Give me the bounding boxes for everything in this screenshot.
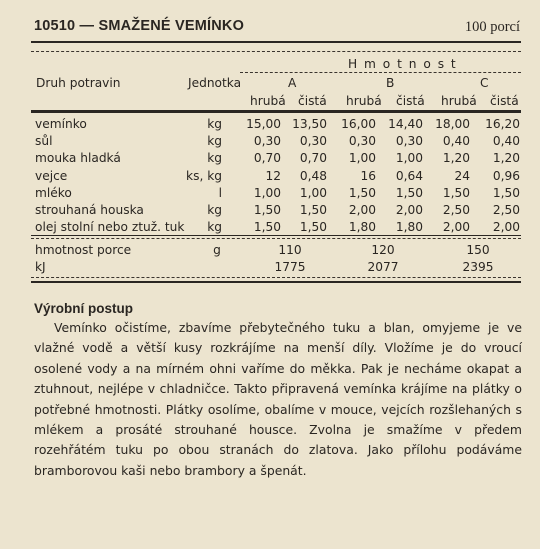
ingredient-c-net: 2,00 xyxy=(492,220,520,235)
ingredient-unit: l xyxy=(218,185,222,200)
ingredient-a-net: 0,48 xyxy=(299,168,327,183)
ingredient-a-net: 13,50 xyxy=(292,117,327,131)
ingredient-name: mléko xyxy=(35,185,72,200)
ingredient-name: strouhaná houska xyxy=(35,203,144,217)
ingredient-name: sůl xyxy=(35,134,53,149)
summary-label: kJ xyxy=(35,260,46,274)
a-gross-header: hrubá xyxy=(250,94,286,108)
variant-a-header: A xyxy=(288,76,297,90)
summary-label: hmotnost porce xyxy=(35,243,132,257)
ingredient-unit: kg xyxy=(207,117,222,131)
procedure-text: Vemínko očistíme, zbavíme přebytečného tuku a blan, omyjeme je ve vlažné vodě a větší kusy rozkrájíme na menší díly. Vložíme je do vroucí osolené vody a na mírném ohni vaříme do měkka. Pak je necháme okapat a ztuhnout, nejlépe v chladničce. Takto připravená vemínka krájíme na plátky o potřebné hmotnosti. Plátky osolíme, obalíme v mouce, vejcích rozšlehaných s mlékem a prosáté strouhané housce. Zvolna je smažíme v předem rozehřátém tuku po obou stranách do zlatova. Jako přílohu podáváme bramborovou kaši nebo brambory a špenát. xyxy=(34,320,522,478)
ingredient-c-gross: 2,00 xyxy=(442,220,470,235)
ingredient-a-net: 1,50 xyxy=(299,220,327,235)
ingredient-b-gross: 1,00 xyxy=(348,151,376,166)
ingredient-a-net: 0,70 xyxy=(299,151,327,166)
ingredient-b-net: 1,50 xyxy=(395,185,423,200)
ingredient-a-net: 1,00 xyxy=(299,185,327,200)
summary-dashed-rule xyxy=(31,277,521,278)
b-net-header: čistá xyxy=(396,94,425,108)
body-bottom-rule xyxy=(31,235,521,236)
ingredient-b-gross: 1,50 xyxy=(348,185,376,200)
recipe-title: 10510 — SMAŽENÉ VEMÍNKO xyxy=(34,18,245,34)
ingredient-c-net: 0,40 xyxy=(492,134,520,149)
summary-unit: g xyxy=(213,243,221,257)
ingredient-a-net: 0,30 xyxy=(299,134,327,149)
ingredient-a-gross: 1,50 xyxy=(253,220,281,235)
ingredient-c-gross: 1,50 xyxy=(442,185,470,200)
summary-value-a: 110 xyxy=(278,243,302,257)
summary-value-a: 1775 xyxy=(274,260,306,274)
c-gross-header: hrubá xyxy=(441,94,477,108)
ingredient-a-gross: 0,70 xyxy=(253,151,281,166)
ingredient-a-gross: 1,00 xyxy=(253,185,281,200)
b-gross-header: hrubá xyxy=(346,94,382,108)
summary-value-b: 120 xyxy=(371,243,395,257)
ingredient-a-gross: 1,50 xyxy=(253,203,281,217)
header-dashed-rule xyxy=(31,51,521,52)
ingredient-a-gross: 0,30 xyxy=(253,134,281,149)
ingredient-a-net: 1,50 xyxy=(299,203,327,217)
ingredient-b-gross: 1,80 xyxy=(348,220,376,235)
summary-value-c: 2395 xyxy=(462,260,494,274)
ingredient-b-net: 0,64 xyxy=(395,168,423,183)
ingredient-a-gross: 15,00 xyxy=(246,117,281,131)
ingredient-b-net: 14,40 xyxy=(388,117,423,131)
ingredient-name: olej stolní nebo ztuž. tuk xyxy=(35,220,185,235)
ingredient-c-net: 2,50 xyxy=(492,203,520,217)
ingredient-name: vemínko xyxy=(35,117,87,131)
ingredient-b-gross: 16,00 xyxy=(341,117,376,131)
a-net-header: čistá xyxy=(298,94,327,108)
food-column-header: Druh potravin xyxy=(36,76,121,90)
ingredient-c-net: 1,50 xyxy=(492,185,520,200)
ingredient-a-gross: 12 xyxy=(265,168,281,183)
weight-group-header: H m o t n o s t xyxy=(348,57,458,71)
weight-group-rule xyxy=(240,72,521,73)
ingredient-c-gross: 0,40 xyxy=(442,134,470,149)
variant-b-header: B xyxy=(386,76,395,90)
ingredient-unit: kg xyxy=(207,203,222,217)
summary-value-b: 2077 xyxy=(367,260,399,274)
ingredient-b-gross: 2,00 xyxy=(348,203,376,217)
ingredient-c-net: 16,20 xyxy=(485,117,520,131)
portions-count: 100 porcí xyxy=(464,19,520,35)
ingredient-unit: kg xyxy=(207,151,222,166)
ingredient-c-gross: 24 xyxy=(454,168,470,183)
ingredient-b-net: 2,00 xyxy=(395,203,423,217)
header-bottom-rule xyxy=(31,110,521,113)
unit-column-header: Jednotka xyxy=(188,76,242,90)
ingredient-c-net: 0,96 xyxy=(492,168,520,183)
ingredient-c-gross: 2,50 xyxy=(442,203,470,217)
ingredient-b-net: 1,80 xyxy=(395,220,423,235)
ingredient-unit: ks, kg xyxy=(186,168,222,183)
ingredient-b-gross: 16 xyxy=(360,168,376,183)
ingredient-b-net: 0,30 xyxy=(395,134,423,149)
summary-bottom-rule xyxy=(31,281,521,283)
ingredient-unit: kg xyxy=(207,220,222,235)
body-dashed-rule xyxy=(31,238,521,239)
ingredient-c-gross: 1,20 xyxy=(442,151,470,166)
ingredient-unit: kg xyxy=(207,134,222,149)
ingredient-name: vejce xyxy=(35,168,68,183)
ingredient-b-gross: 0,30 xyxy=(348,134,376,149)
ingredient-name: mouka hladká xyxy=(35,151,121,166)
procedure-heading: Výrobní postup xyxy=(34,301,133,316)
ingredient-c-net: 1,20 xyxy=(492,151,520,166)
ingredient-c-gross: 18,00 xyxy=(435,117,470,131)
top-rule xyxy=(31,41,521,43)
variant-c-header: C xyxy=(480,76,489,90)
summary-value-c: 150 xyxy=(466,243,490,257)
c-net-header: čistá xyxy=(490,94,519,108)
ingredient-b-net: 1,00 xyxy=(395,151,423,166)
